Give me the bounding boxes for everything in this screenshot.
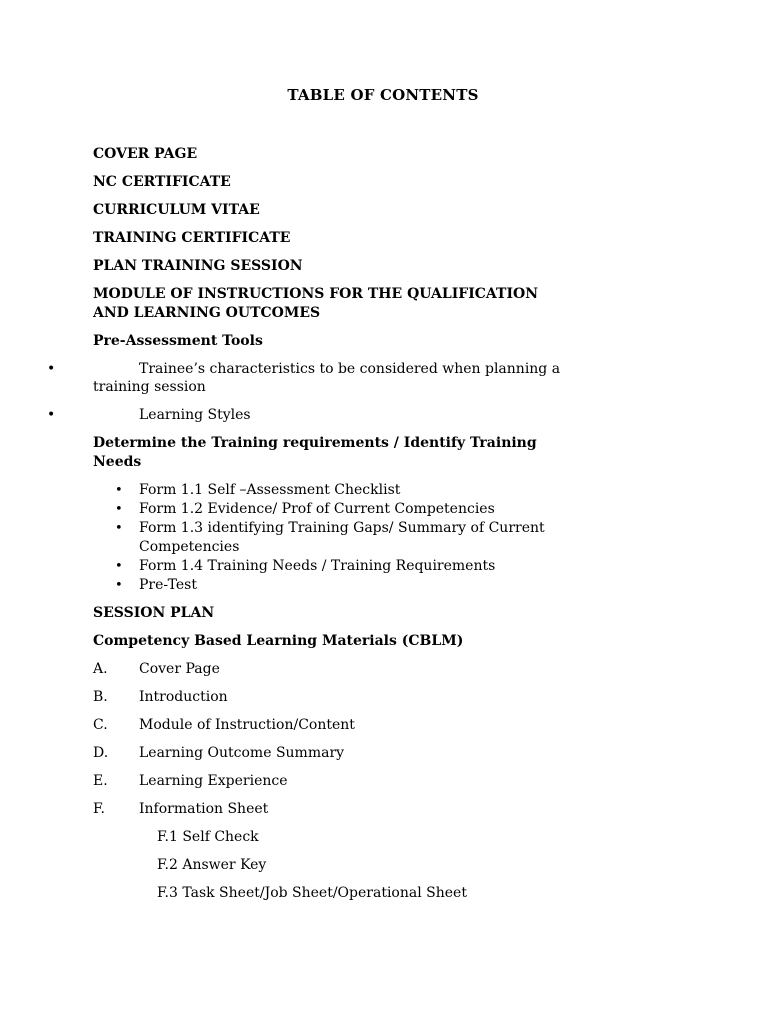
toc-item-plan-training-session: PLAN TRAINING SESSION	[93, 258, 303, 274]
cblm-item-label: Introduction	[139, 689, 228, 705]
list-item-label: Form 1.1 Self –Assessment Checklist	[139, 481, 401, 498]
pre-assessment-heading: Pre-Assessment Tools	[93, 332, 263, 349]
cblm-item-letter: F.	[93, 801, 105, 817]
list-item	[93, 576, 563, 595]
cblm-subitem: F.2 Answer Key	[157, 857, 267, 873]
bullet-icon: •	[115, 501, 123, 517]
toc-item-cover-page: COVER PAGE	[93, 146, 198, 162]
cblm-item-letter: C.	[93, 717, 108, 733]
list-item-label: Form 1.3 identifying Training Gaps/ Summary of Current Competencies	[139, 519, 545, 555]
list-item	[93, 519, 563, 557]
cblm-item-label: Learning Experience	[139, 773, 288, 789]
list-item	[93, 500, 563, 519]
bullet-icon: •	[47, 360, 56, 377]
toc-content	[47, 145, 563, 912]
cblm-item	[93, 772, 563, 791]
bullet-icon: •	[47, 407, 56, 423]
cblm-item-label: Information Sheet	[139, 801, 269, 817]
list-item-label: Pre-Test	[139, 576, 197, 593]
bullet-icon: •	[115, 558, 123, 574]
list-item	[93, 557, 563, 576]
cblm-item-label: Learning Outcome Summary	[139, 745, 345, 761]
cblm-subitem: F.1 Self Check	[157, 829, 259, 845]
list-item-label: Form 1.2 Evidence/ Prof of Current Competencies	[139, 500, 495, 517]
cblm-item	[93, 716, 563, 735]
bullet-icon: •	[115, 577, 123, 593]
cblm-heading: Competency Based Learning Materials (CBLM)	[93, 633, 464, 649]
training-requirements-list	[93, 481, 563, 595]
toc-item-training-certificate: TRAINING CERTIFICATE	[93, 230, 291, 246]
toc-item-session-plan: SESSION PLAN	[93, 605, 215, 621]
toc-item-nc-certificate: NC CERTIFICATE	[93, 174, 231, 190]
bullet-icon: •	[115, 482, 123, 498]
pre-assessment-item	[47, 360, 563, 397]
cblm-item	[93, 800, 563, 819]
cblm-item-letter: D.	[93, 745, 109, 761]
cblm-item	[93, 688, 563, 707]
toc-item-curriculum-vitae: CURRICULUM VITAE	[93, 202, 260, 218]
list-item-label: Form 1.4 Training Needs / Training Requirements	[139, 557, 496, 574]
cblm-item-label: Cover Page	[139, 661, 220, 677]
bullet-icon: •	[115, 520, 123, 536]
cblm-subitem: F.3 Task Sheet/Job Sheet/Operational Sheet	[157, 885, 467, 901]
cblm-item	[93, 660, 563, 679]
list-item	[93, 481, 563, 500]
cblm-item-letter: E.	[93, 773, 108, 789]
pre-assessment-item-label: Trainee’s characteristics to be considered when planning a training session	[93, 360, 561, 395]
cblm-item-letter: B.	[93, 689, 108, 705]
cblm-item-letter: A.	[93, 661, 108, 677]
page-title: TABLE OF CONTENTS	[287, 86, 479, 104]
training-requirements-heading: Determine the Training requirements / Identify Training Needs	[93, 435, 537, 470]
cblm-item	[93, 744, 563, 763]
pre-assessment-item-label: Learning Styles	[139, 407, 251, 423]
pre-assessment-item	[47, 406, 563, 425]
cblm-item-label: Module of Instruction/Content	[139, 717, 355, 733]
toc-item-module-of-instructions: MODULE OF INSTRUCTIONS FOR THE QUALIFICATION AND LEARNING OUTCOMES	[93, 286, 538, 321]
